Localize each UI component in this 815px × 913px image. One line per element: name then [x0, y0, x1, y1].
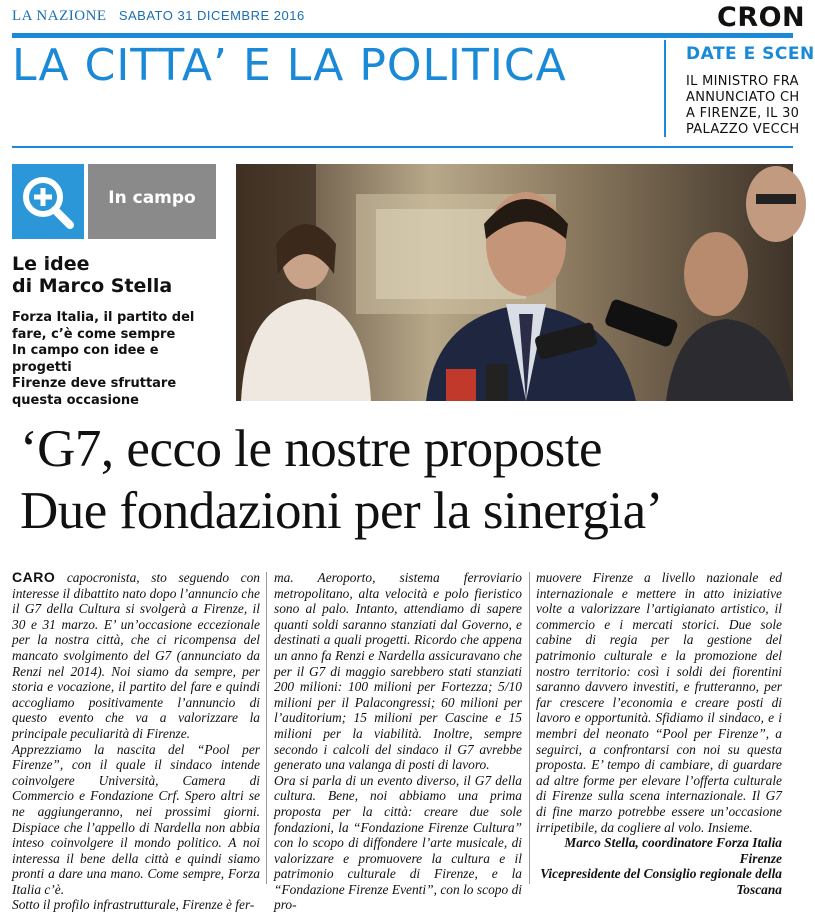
section-title: LA CITTA’ E LA POLITICA — [12, 40, 567, 91]
zoom-badge — [12, 164, 84, 239]
column-rule — [266, 572, 267, 884]
article-column-3 — [536, 570, 782, 897]
side-column-rule — [664, 40, 666, 137]
headline-line: ‘G7, ecco le nostre proposte — [20, 420, 603, 478]
side-column-title: DATE E SCEN — [686, 44, 815, 64]
sidebar-title-line: di Marco Stella — [12, 275, 173, 297]
sidebar-summary — [12, 310, 222, 409]
summary-line: Forza Italia, il partito del — [12, 310, 195, 325]
article-paragraph: Apprezziamo la nascita del “Pool per Firenze”, con il quale il sindaco intende coinvolgere Università, Camera di Commercio e Fondazione Crf. Spero altri se ne aggiungeranno, nei prossimi giorni. Dispiace che l’appello di Nardella non abbia inteso coinvolgere il mondo politico. A noi interessa il bene della città e quindi siamo pronti a dare una mano. Come sempre, Forza Italia c’è. — [12, 741, 260, 897]
magnifier-plus-icon — [12, 164, 84, 239]
summary-line: In campo con idee e progetti — [12, 343, 159, 375]
summary-line: Firenze deve sfruttare — [12, 376, 177, 391]
in-campo-label: In campo — [108, 188, 196, 208]
sidebar-title — [12, 253, 172, 297]
article-column-1 — [12, 570, 260, 913]
article-paragraph: muovere Firenze a livello nazionale ed internazionale e mettere in atto iniziative volte a valorizzare l’artigianato artistico, il commercio e i mercati storici. Due sole cabine di regia per la gestione del patrimonio culturale e la promozione del nostro territorio: così i soldi dei fiorentini saranno davvero investiti, e frutteranno, per far crescere l’economia e creare posti di lavoro e opportunità. Sfidiamo il sindaco, e i membri del neonato “Pool per Firenze”, a seguirci, a confrontarsi con noi su questa proposta. E’ tempo di cambiare, di guardare ad altre forme per elevare l’offerta culturale di Firenze sulla scena internazionale. Il G7 di fine marzo potrebbe essere un’occasione irripetibile, da cogliere al volo. Insieme. — [536, 570, 782, 835]
lead-word: CARO — [12, 569, 56, 585]
paragraph-text: capocronista, sto seguendo con interesse il dibattito nato dopo l’annuncio che il G7 della Cultura si svolgerà a Firenze, il 30 e 31 marzo. E’ un’occasione eccezionale per la nostra città, che ci ricompensa del mancato svolgimento del G7 (annunciato da Renzi nel 2014). Noi siamo da sempre, per storia e vocazione, il partito del fare e quindi accogliamo positivamente l’annuncio di questo evento che va a valorizzare la principale peculiarità di Firenze. — [12, 570, 260, 741]
issue-date: SABATO 31 DICEMBRE 2016 — [118, 8, 305, 23]
teaser-line: A FIRENZE, IL 30 — [686, 106, 800, 121]
header-divider — [12, 33, 793, 38]
teaser-line: PALAZZO VECCH — [686, 122, 800, 137]
article-photo — [236, 164, 793, 401]
masthead — [12, 8, 305, 25]
teaser-line: ANNUNCIATO CH — [686, 90, 800, 105]
sidebar-title-line: Le idee — [12, 253, 90, 275]
teaser-line: IL MINISTRO FRA — [686, 74, 799, 89]
section-tag: CRON — [717, 2, 806, 33]
article-column-2 — [274, 570, 522, 913]
article-paragraph — [12, 570, 260, 742]
press-conference-photo — [236, 164, 793, 401]
section-divider — [12, 146, 793, 148]
column-rule — [529, 572, 530, 884]
summary-line: questa occasione — [12, 392, 139, 408]
author-role: Vicepresidente del Consiglio regionale della Toscana — [540, 866, 782, 897]
article-paragraph: Sotto il profilo infrastrutturale, Firenze è fer- — [12, 897, 255, 913]
side-column-teaser — [686, 74, 800, 138]
article-paragraph: Ora si parla di un evento diverso, il G7 della cultura. Bene, noi abbiamo una prima proposta per la città: creare due sole fondazioni, la “Fondazione Firenze Cultura” con lo scopo di diffondere l’arte musicale, di valorizzare e promuovere la cultura e il patrimonio culturale di Firenze, e la “Fondazione Firenze Eventi”, con lo scopo di pro- — [274, 772, 522, 913]
newspaper-name: LA NAZIONE — [12, 8, 107, 24]
article-paragraph: ma. Aeroporto, sistema ferroviario metropolitano, alta velocità e polo fieristico sono al palo. Intanto, attendiamo di sapere quanti soldi saranno stanziati dal Governo, e destinati a quali progetti. Ricordo che appena un anno fa Renzi e Nardella assicuravano che per il G7 di maggio sarebbero stati stanziati 200 milioni: 100 milioni per Fortezza; 5/10 milioni per il Palacongressi; 60 milioni per l’auditorium; 15 milioni per Cascine e 15 milioni per la viabilità. Inoltre, sempre secondo i calcoli del sindaco il G7 avrebbe generato una valanga di posti di lavoro. — [274, 570, 522, 773]
article-headline — [20, 418, 790, 542]
headline-line: Due fondazioni per la sinergia’ — [20, 482, 663, 540]
summary-line: fare, c’è come sempre — [12, 326, 176, 342]
author-signature: Marco Stella, coordinatore Forza Italia Firenze — [564, 835, 782, 866]
